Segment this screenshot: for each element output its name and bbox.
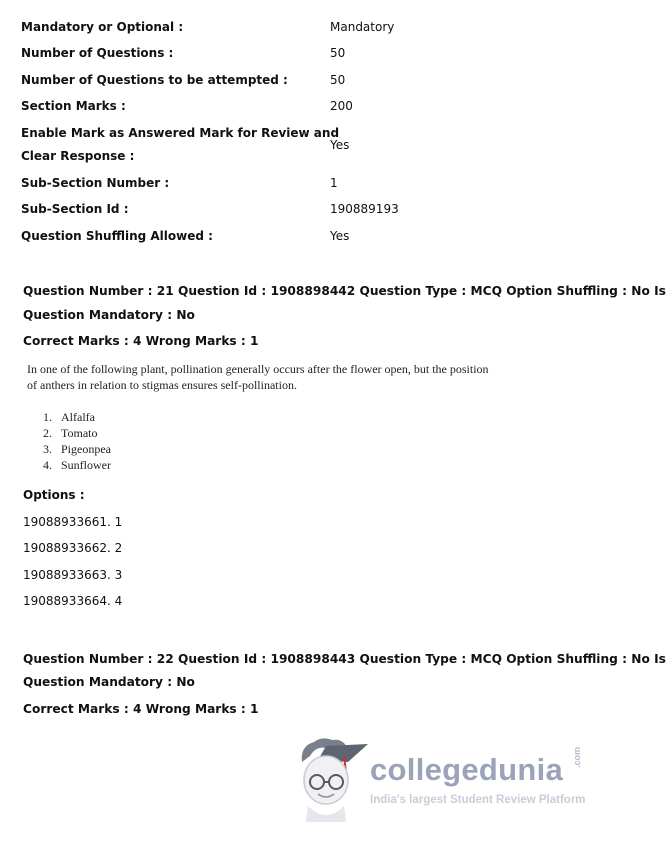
subsection-number-value: 1 [330, 176, 338, 190]
q21-options-label: Options : [23, 488, 85, 502]
mandatory-label: Mandatory or Optional : [21, 20, 184, 34]
student-mascot-icon [288, 732, 370, 824]
choice-number: 3. [43, 442, 52, 456]
q21-choice-1 [43, 410, 95, 425]
num-attempted-value: 50 [330, 73, 346, 87]
watermark-brand: collegedunia [370, 752, 564, 787]
shuffling-label: Question Shuffling Allowed : [21, 229, 213, 243]
q22-marks: Correct Marks : 4 Wrong Marks : 1 [23, 702, 259, 716]
choice-number: 1. [43, 410, 52, 424]
choice-number: 4. [43, 458, 52, 472]
choice-text: Tomato [61, 426, 98, 440]
q21-choice-4 [43, 458, 111, 473]
subsection-id-label: Sub-Section Id : [21, 202, 129, 216]
mark-review-label-line2: Clear Response : [21, 149, 135, 163]
mandatory-value: Mandatory [330, 20, 395, 34]
q21-choice-2 [43, 426, 98, 441]
q21-option-2: 19088933662. 2 [23, 541, 123, 555]
section-marks-label: Section Marks : [21, 99, 126, 113]
q21-header-line1: Question Number : 21 Question Id : 1908898442 Question Type : MCQ Option Shuffling : No Is [23, 284, 666, 298]
q21-option-4: 19088933664. 4 [23, 594, 123, 608]
choice-text: Pigeonpea [61, 442, 111, 456]
q21-option-1: 19088933661. 1 [23, 515, 123, 529]
choice-number: 2. [43, 426, 52, 440]
q21-option-3: 19088933663. 3 [23, 568, 123, 582]
choice-text: Alfalfa [61, 410, 95, 424]
q21-choice-3 [43, 442, 111, 457]
num-questions-label: Number of Questions : [21, 46, 174, 60]
q21-text-line1: In one of the following plant, pollination generally occurs after the flower open, but the position [27, 362, 489, 376]
q21-marks: Correct Marks : 4 Wrong Marks : 1 [23, 334, 259, 348]
watermark-suffix: .com [572, 746, 582, 768]
num-attempted-label: Number of Questions to be attempted : [21, 73, 288, 87]
subsection-id-value: 190889193 [330, 202, 399, 216]
q22-header-line1: Question Number : 22 Question Id : 1908898443 Question Type : MCQ Option Shuffling : No Is [23, 652, 666, 666]
watermark-tagline: India's largest Student Review Platform [370, 794, 586, 806]
mark-review-value: Yes [330, 138, 350, 152]
shuffling-value: Yes [330, 229, 350, 243]
q21-text-line2: of anthers in relation to stigmas ensures self-pollination. [27, 378, 297, 392]
mark-review-label-line1: Enable Mark as Answered Mark for Review and [21, 126, 340, 140]
num-questions-value: 50 [330, 46, 346, 60]
q21-header-line2: Question Mandatory : No [23, 308, 195, 322]
subsection-number-label: Sub-Section Number : [21, 176, 170, 190]
section-marks-value: 200 [330, 99, 353, 113]
choice-text: Sunflower [61, 458, 111, 472]
q22-header-line2: Question Mandatory : No [23, 675, 195, 689]
